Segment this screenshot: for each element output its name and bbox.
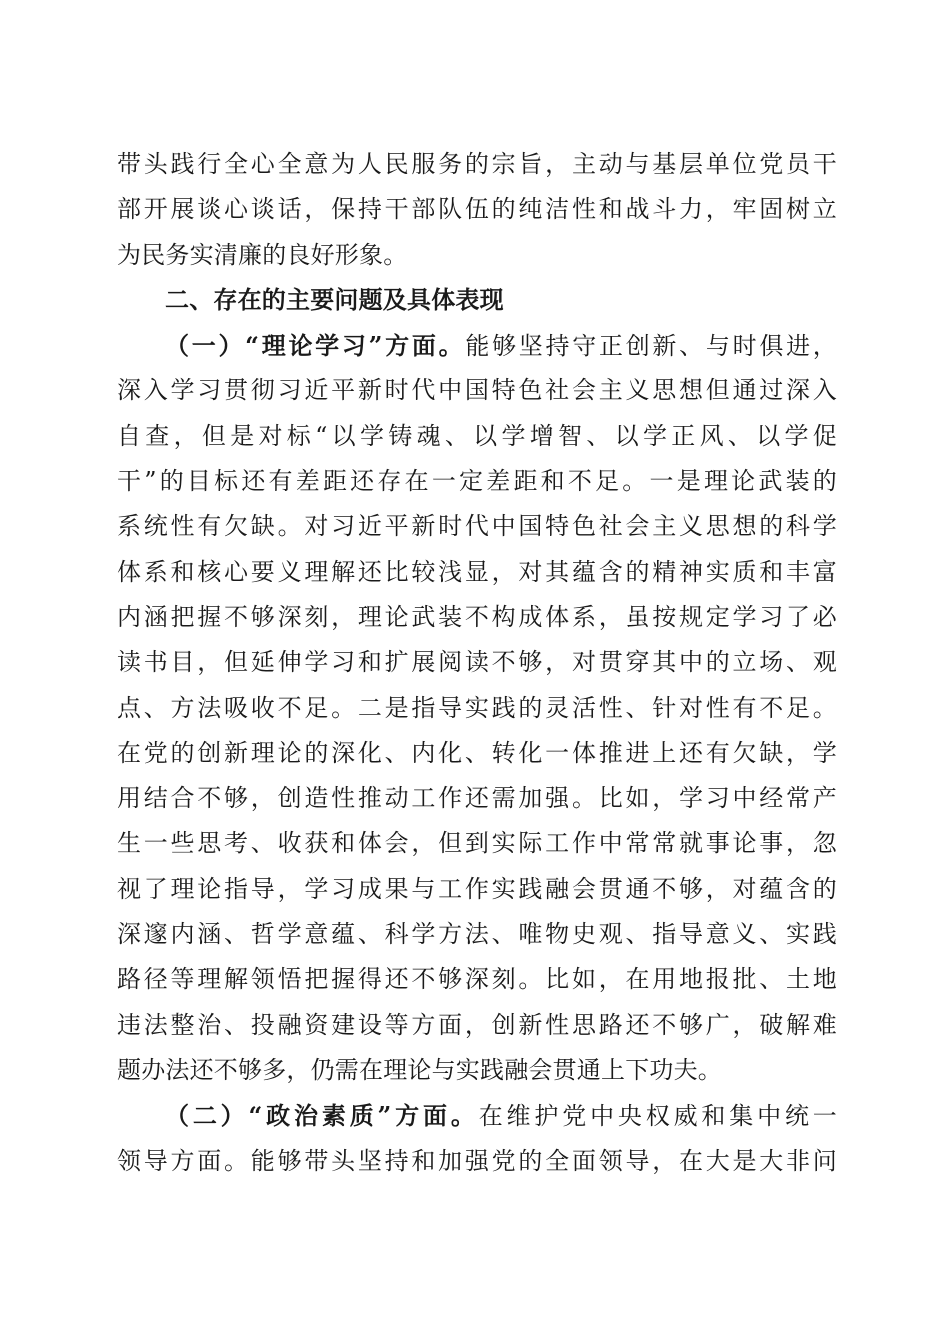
subsection-2-title: （二）“政治素质”方面。: [165, 1101, 479, 1131]
paragraph-2-first-line: [117, 1093, 837, 1138]
text-line-9: 系统性有欠缺。对习近平新时代中国特色社会主义思想的科学: [117, 512, 837, 541]
text-line-6: 深入学习贯彻习近平新时代中国特色社会主义思想但通过深入: [117, 376, 837, 405]
text-line-21: 题办法还不够多，仍需在理论与实践融会贯通上下功夫。: [117, 1055, 722, 1084]
text-line-18: 深邃内涵、哲学意蕴、科学方法、唯物史观、指导意义、实践: [117, 920, 837, 949]
text-line-11: 内涵把握不够深刻，理论武装不构成体系，虽按规定学习了必: [117, 602, 837, 631]
text-line-16: 生一些思考、收获和体会，但到实际工作中常常就事论事，忽: [117, 829, 837, 858]
section-heading: 二、存在的主要问题及具体表现: [165, 285, 504, 314]
text-line-20: 违法整治、投融资建设等方面，创新性思路还不够广，破解难: [117, 1010, 837, 1039]
text-line-14: 在党的创新理论的深化、内化、转化一体推进上还有欠缺，学: [117, 738, 837, 767]
document-body: [117, 142, 837, 1184]
text-line-8: 干”的目标还有差距还存在一定差距和不足。一是理论武装的: [117, 467, 837, 496]
text-line-15: 用结合不够，创造性推动工作还需加强。比如，学习中经常产: [117, 784, 837, 813]
text-line-13: 点、方法吸收不足。二是指导实践的灵活性、针对性有不足。: [117, 693, 837, 722]
text-line-19: 路径等理解领悟把握得还不够深刻。比如，在用地报批、土地: [117, 965, 837, 994]
text-line-7: 自查，但是对标“以学铸魂、以学增智、以学正风、以学促: [117, 421, 837, 450]
subsection-2-lead-text: 在维护党中央权威和集中统一: [478, 1102, 837, 1131]
text-line-2: 部开展谈心谈话，保持干部队伍的纯洁性和战斗力，牢固树立: [117, 195, 837, 224]
paragraph-1-first-line: [117, 323, 837, 368]
text-line-17: 视了理论指导，学习成果与工作实践融会贯通不够，对蕴含的: [117, 874, 837, 903]
text-line-24: 领导方面。能够带头坚持和加强党的全面领导，在大是大非问: [117, 1146, 837, 1175]
subsection-1-lead-text: 能够坚持守正创新、与时俱进，: [465, 332, 837, 361]
text-line-3: 为民务实清廉的良好形象。: [117, 240, 408, 269]
text-line-10: 体系和核心要义理解还比较浅显，对其蕴含的精神实质和丰富: [117, 557, 837, 586]
text-line-12: 读书目，但延伸学习和扩展阅读不够，对贯穿其中的立场、观: [117, 648, 837, 677]
subsection-1-title: （一）“理论学习”方面。: [165, 331, 466, 361]
text-line-1: 带头践行全心全意为人民服务的宗旨，主动与基层单位党员干: [117, 150, 837, 178]
